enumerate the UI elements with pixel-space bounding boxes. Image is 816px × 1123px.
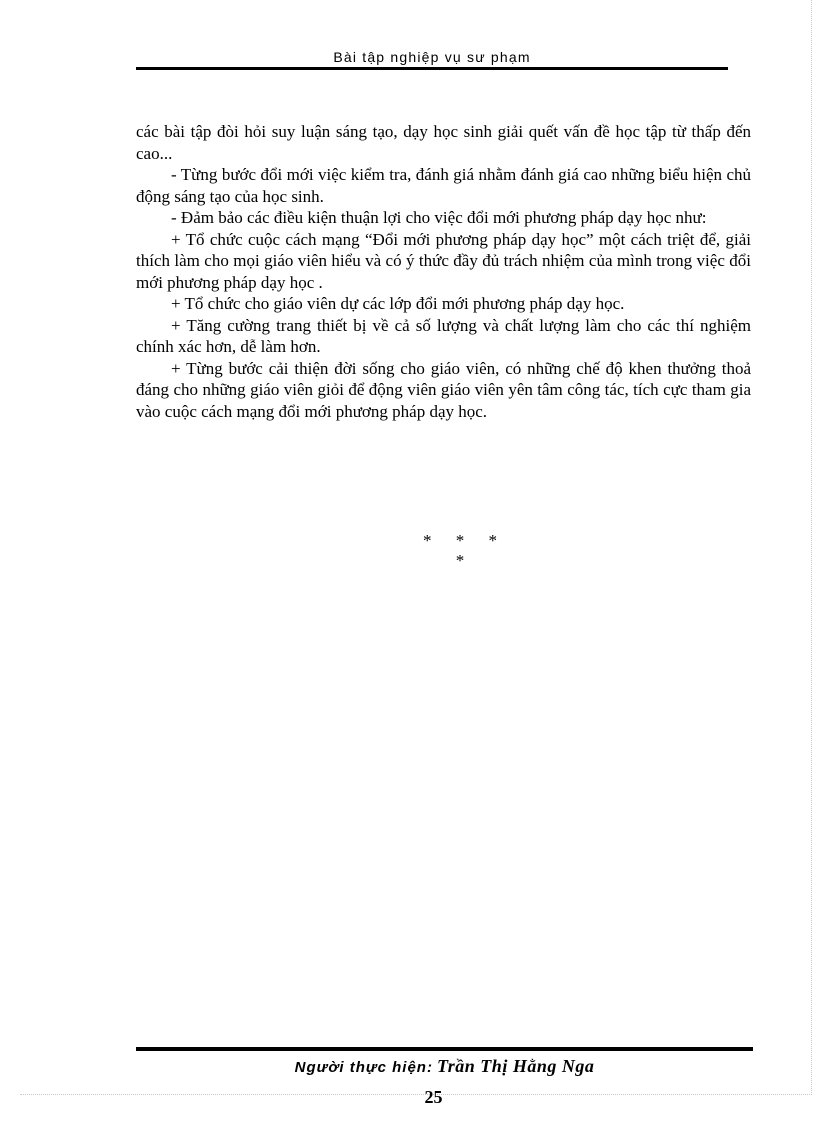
footer-author-line xyxy=(136,1055,753,1079)
page-edge-right xyxy=(811,0,812,1095)
paragraph-assessment: - Từng bước đổi mới việc kiểm tra, đánh giá nhằm đánh giá cao những biểu hiện chủ động sáng tạo của học sinh. xyxy=(136,165,751,206)
separator-row-2: * xyxy=(455,551,465,570)
paragraph-continuation: các bài tập đòi hỏi suy luận sáng tạo, dạy học sinh giải quết vấn đề học tập từ thấp đến cao... xyxy=(136,122,751,163)
paragraph-teacher-welfare: + Từng bước cải thiện đời sống cho giáo viên, có những chế độ khen thưởng thoả đáng cho những giáo viên giỏi để động viên giáo viên yên tâm công tác, tích cực tham gia vào cuộc cách mạng đổi mới phương pháp dạy học. xyxy=(136,358,751,421)
paragraph-conditions: - Đảm bảo các điều kiện thuận lợi cho việc đổi mới phương pháp dạy học như: xyxy=(171,208,707,227)
footer-author-name: Trần Thị Hằng Nga xyxy=(436,1056,595,1076)
page-number: 25 xyxy=(424,1087,443,1107)
paragraph-training: + Tổ chức cho giáo viên dự các lớp đổi mới phương pháp dạy học. xyxy=(171,294,625,313)
paragraph-equipment: + Tăng cường trang thiết bị về cả số lượng và chất lượng làm cho các thí nghiệm chính xác hơn, dễ làm hơn. xyxy=(136,315,751,356)
footer-label: Người thực hiện: xyxy=(294,1059,433,1076)
section-separator xyxy=(390,531,530,571)
footer-rule xyxy=(136,1047,753,1051)
header-rule xyxy=(136,67,728,70)
paragraph-revolution: + Tổ chức cuộc cách mạng “Đổi mới phương pháp dạy học” một cách triệt để, giải thích làm cho mọi giáo viên hiểu và có ý thức đầy đủ trách nhiệm của mình trong việc đổi mới phương pháp dạy học . xyxy=(136,229,751,292)
body-text xyxy=(136,121,751,422)
separator-row-1: * * * xyxy=(423,531,497,550)
header-title: Bài tập nghiệp vụ sư phạm xyxy=(333,49,531,65)
